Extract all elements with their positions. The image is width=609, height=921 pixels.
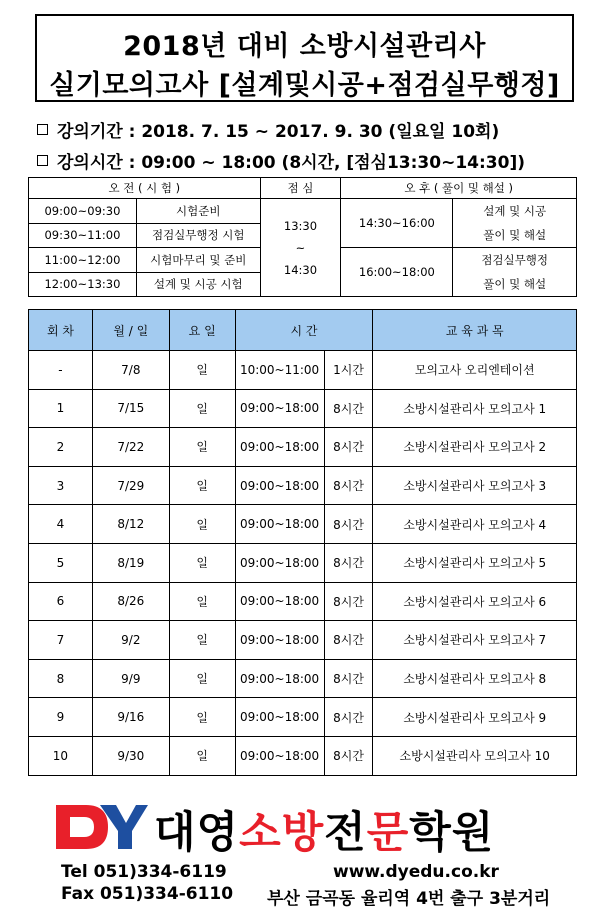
lunch-tilde: ~ [295,240,306,255]
cell-day: 일 [169,428,235,467]
am-time: 12:00~13:30 [29,272,137,297]
cell-hours: 8시간 [324,621,373,660]
am-time: 09:30~11:00 [29,223,137,248]
cell-time-range: 09:00~18:00 [235,621,324,660]
lunch-cell [260,199,341,297]
course-period [37,117,499,142]
cell-hours: 8시간 [324,428,373,467]
cell-session-no: 4 [29,505,93,544]
cell-session-no: 3 [29,466,93,505]
cell-day: 일 [169,621,235,660]
cell-subject: 소방시설관리사 모의고사 5 [373,543,577,582]
cell-hours: 8시간 [324,389,373,428]
cell-date: 9/2 [92,621,169,660]
cell-day: 일 [169,582,235,621]
table-row [29,351,577,390]
am-time: 09:00~09:30 [29,199,137,224]
cell-date: 7/29 [92,466,169,505]
academy-name-part: 대영 [154,808,240,858]
cell-hours: 8시간 [324,466,373,505]
pm-desc-line1: 점검실무행정 [481,253,548,267]
pm-desc-line2: 풀이 및 해설 [483,228,547,242]
cell-hours: 8시간 [324,659,373,698]
cell-hours: 8시간 [324,736,373,775]
header-subject: 교 육 과 목 [373,310,577,351]
cell-session-no: 10 [29,736,93,775]
checkbox-bullet-icon [37,155,48,166]
lunch-header: 점 심 [260,178,341,199]
cell-date: 8/12 [92,505,169,544]
cell-hours: 1시간 [324,351,373,390]
pm-header: 오 후 ( 풀이 및 해설 ) [341,178,577,199]
cell-date: 8/26 [92,582,169,621]
am-desc: 시험준비 [136,199,260,224]
am-header: 오 전 ( 시 험 ) [29,178,261,199]
cell-session-no: 9 [29,698,93,737]
daily-schedule-table [28,177,577,297]
am-desc: 점검실무행정 시험 [136,223,260,248]
course-period-text: 강의기간 : 2018. 7. 15 ~ 2017. 9. 30 (일요일 10회) [57,122,500,142]
checkbox-bullet-icon [37,124,48,135]
cell-session-no: 5 [29,543,93,582]
cell-time-range: 09:00~18:00 [235,736,324,775]
cell-time-range: 09:00~18:00 [235,543,324,582]
header-time: 시 간 [235,310,373,351]
cell-hours: 8시간 [324,698,373,737]
header-date: 월 / 일 [92,310,169,351]
session-table [28,309,577,776]
dy-logo-icon [52,799,148,855]
am-time: 11:00~12:00 [29,248,137,273]
cell-subject: 소방시설관리사 모의고사 9 [373,698,577,737]
table-row [29,543,577,582]
fax-number: Fax 051)334-6110 [61,884,234,904]
cell-subject: 소방시설관리사 모의고사 6 [373,582,577,621]
address: 부산 금곡동 율리역 4번 출구 3분거리 [267,889,551,909]
cell-time-range: 09:00~18:00 [235,428,324,467]
cell-subject: 소방시설관리사 모의고사 8 [373,659,577,698]
cell-time-range: 09:00~18:00 [235,698,324,737]
phone-number: Tel 051)334-6119 [61,862,227,882]
pm-desc [453,248,577,297]
cell-time-range: 09:00~18:00 [235,659,324,698]
table-row [29,505,577,544]
table-row [29,582,577,621]
course-time-text: 강의시간 : 09:00 ~ 18:00 (8시간, [점심13:30~14:30]) [57,153,525,173]
cell-hours: 8시간 [324,505,373,544]
am-desc: 시험마무리 및 준비 [136,248,260,273]
academy-name-part: 소방 [239,808,325,858]
cell-session-no: - [29,351,93,390]
cell-hours: 8시간 [324,543,373,582]
table-row [29,659,577,698]
pm-desc-line1: 설계 및 시공 [483,204,547,218]
table-row [29,736,577,775]
cell-subject: 소방시설관리사 모의고사 7 [373,621,577,660]
cell-time-range: 10:00~11:00 [235,351,324,390]
academy-name [154,799,494,860]
cell-session-no: 2 [29,428,93,467]
cell-day: 일 [169,659,235,698]
title-line-1: 2018년 대비 소방시설관리사 [123,31,486,62]
cell-subject: 소방시설관리사 모의고사 1 [373,389,577,428]
academy-name-part: 전 [324,808,367,858]
cell-day: 일 [169,698,235,737]
cell-date: 7/8 [92,351,169,390]
cell-day: 일 [169,505,235,544]
table-row [29,389,577,428]
table-row [29,428,577,467]
header-day: 요 일 [169,310,235,351]
cell-subject: 소방시설관리사 모의고사 2 [373,428,577,467]
cell-session-no: 1 [29,389,93,428]
pm-time: 16:00~18:00 [341,248,453,297]
cell-subject: 소방시설관리사 모의고사 10 [373,736,577,775]
cell-time-range: 09:00~18:00 [235,389,324,428]
academy-name-part: 학원 [409,808,495,858]
table-row [29,698,577,737]
cell-subject: 소방시설관리사 모의고사 4 [373,505,577,544]
cell-date: 9/16 [92,698,169,737]
cell-date: 7/22 [92,428,169,467]
cell-date: 8/19 [92,543,169,582]
table-row [29,621,577,660]
cell-hours: 8시간 [324,582,373,621]
title-line-2: 실기모의고사 [설계및시공+점검실무행정] [49,70,560,101]
header-session-no: 회 차 [29,310,93,351]
website-link[interactable]: www.dyedu.co.kr [333,862,499,882]
cell-time-range: 09:00~18:00 [235,505,324,544]
cell-subject: 소방시설관리사 모의고사 3 [373,466,577,505]
cell-day: 일 [169,466,235,505]
title-box [35,14,574,102]
cell-day: 일 [169,389,235,428]
table-row [29,466,577,505]
cell-date: 9/30 [92,736,169,775]
academy-name-part: 문 [366,808,410,858]
cell-session-no: 8 [29,659,93,698]
course-time [37,148,525,173]
cell-date: 7/15 [92,389,169,428]
cell-day: 일 [169,543,235,582]
lunch-start: 13:30 [283,218,318,233]
cell-session-no: 6 [29,582,93,621]
pm-desc-line2: 풀이 및 해설 [483,277,547,291]
cell-date: 9/9 [92,659,169,698]
am-desc: 설계 및 시공 시험 [136,272,260,297]
pm-time: 14:30~16:00 [341,199,453,248]
pm-desc [453,199,577,248]
cell-day: 일 [169,351,235,390]
cell-session-no: 7 [29,621,93,660]
cell-subject: 모의고사 오리엔테이션 [373,351,577,390]
cell-day: 일 [169,736,235,775]
lunch-end: 14:30 [283,262,318,277]
cell-time-range: 09:00~18:00 [235,466,324,505]
cell-time-range: 09:00~18:00 [235,582,324,621]
